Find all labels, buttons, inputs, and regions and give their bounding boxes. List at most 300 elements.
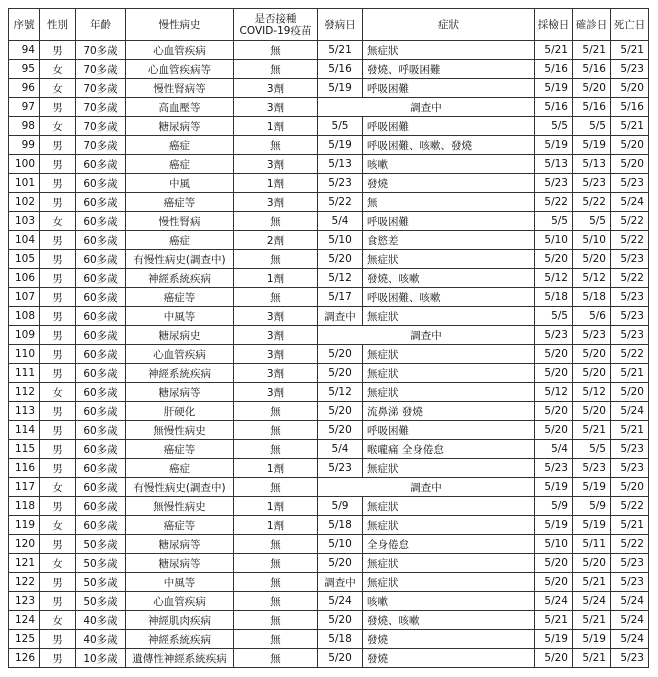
cell-test-date: 5/19: [535, 630, 573, 649]
cell-sex: 男: [40, 573, 76, 592]
header-onset: 發病日: [318, 9, 363, 41]
cell-no: 116: [9, 459, 40, 478]
cell-death-date: 5/23: [611, 573, 649, 592]
cell-confirm-date: 5/13: [573, 155, 611, 174]
cell-vaccine: 無: [234, 611, 318, 630]
cell-vaccine: 無: [234, 554, 318, 573]
header-vaccine: 是否接種COVID-19疫苗: [234, 9, 318, 41]
cell-death-date: 5/20: [611, 136, 649, 155]
cell-symptom: 無症狀: [363, 573, 535, 592]
cell-no: 108: [9, 307, 40, 326]
cell-symptom: 流鼻涕 發燒: [363, 402, 535, 421]
cell-investigating: 調查中: [318, 98, 535, 117]
cell-investigating: 調查中: [318, 326, 535, 345]
cell-history: 癌症: [126, 459, 234, 478]
cell-test-date: 5/5: [535, 212, 573, 231]
cell-symptom: 無症狀: [363, 554, 535, 573]
cell-test-date: 5/20: [535, 345, 573, 364]
cell-symptom: 無: [363, 193, 535, 212]
cell-confirm-date: 5/23: [573, 174, 611, 193]
cell-onset: 5/22: [318, 193, 363, 212]
cell-test-date: 5/20: [535, 364, 573, 383]
cell-history: 慢性腎病: [126, 212, 234, 231]
cell-onset: 調查中: [318, 573, 363, 592]
cell-symptom: 呼吸困難、咳嗽、發燒: [363, 136, 535, 155]
cell-age: 70多歲: [76, 41, 126, 60]
cell-age: 60多歲: [76, 326, 126, 345]
cell-symptom: 無症狀: [363, 307, 535, 326]
cell-symptom: 咳嗽: [363, 592, 535, 611]
cell-onset: 5/5: [318, 117, 363, 136]
cell-history: 無慢性病史: [126, 497, 234, 516]
cell-history: 糖尿病等: [126, 383, 234, 402]
cell-age: 60多歲: [76, 478, 126, 497]
table-row: [9, 535, 649, 554]
cell-history: 肝硬化: [126, 402, 234, 421]
cell-death-date: 5/24: [611, 592, 649, 611]
cell-death-date: 5/20: [611, 155, 649, 174]
cell-vaccine: 無: [234, 41, 318, 60]
header-death-date: 死亡日: [611, 9, 649, 41]
cell-symptom: 食慾差: [363, 231, 535, 250]
cell-age: 60多歲: [76, 155, 126, 174]
cell-no: 99: [9, 136, 40, 155]
cell-test-date: 5/23: [535, 459, 573, 478]
table-row: [9, 212, 649, 231]
header-confirm-date: 確診日: [573, 9, 611, 41]
cell-test-date: 5/19: [535, 136, 573, 155]
cell-age: 60多歲: [76, 307, 126, 326]
cell-age: 60多歲: [76, 174, 126, 193]
cell-test-date: 5/16: [535, 98, 573, 117]
cell-no: 109: [9, 326, 40, 345]
cell-confirm-date: 5/6: [573, 307, 611, 326]
cell-test-date: 5/24: [535, 592, 573, 611]
cell-no: 125: [9, 630, 40, 649]
cell-sex: 男: [40, 269, 76, 288]
cell-test-date: 5/16: [535, 60, 573, 79]
cell-vaccine: 3劑: [234, 326, 318, 345]
cell-confirm-date: 5/21: [573, 573, 611, 592]
cell-confirm-date: 5/18: [573, 288, 611, 307]
cell-vaccine: 無: [234, 573, 318, 592]
cell-vaccine: 無: [234, 649, 318, 668]
cell-confirm-date: 5/20: [573, 364, 611, 383]
cell-onset: 5/17: [318, 288, 363, 307]
cell-vaccine: 無: [234, 440, 318, 459]
cell-symptom: 呼吸困難: [363, 79, 535, 98]
cell-vaccine: 3劑: [234, 383, 318, 402]
cell-age: 50多歲: [76, 554, 126, 573]
cell-no: 111: [9, 364, 40, 383]
table-row: [9, 269, 649, 288]
cell-test-date: 5/20: [535, 402, 573, 421]
cell-confirm-date: 5/22: [573, 193, 611, 212]
cell-test-date: 5/20: [535, 554, 573, 573]
cell-vaccine: 3劑: [234, 345, 318, 364]
cell-age: 60多歲: [76, 516, 126, 535]
cell-test-date: 5/19: [535, 79, 573, 98]
table-row: [9, 364, 649, 383]
cell-symptom: 發燒、呼吸困難: [363, 60, 535, 79]
header-age: 年齡: [76, 9, 126, 41]
cell-vaccine: 無: [234, 421, 318, 440]
cell-history: 癌症: [126, 231, 234, 250]
cell-age: 60多歲: [76, 269, 126, 288]
cell-history: 心血管疾病: [126, 41, 234, 60]
cell-no: 120: [9, 535, 40, 554]
cell-confirm-date: 5/20: [573, 554, 611, 573]
cell-no: 96: [9, 79, 40, 98]
cell-age: 60多歲: [76, 364, 126, 383]
cell-death-date: 5/22: [611, 212, 649, 231]
cell-history: 癌症等: [126, 193, 234, 212]
cell-death-date: 5/21: [611, 364, 649, 383]
cell-death-date: 5/22: [611, 269, 649, 288]
cell-symptom: 呼吸困難: [363, 421, 535, 440]
cell-no: 103: [9, 212, 40, 231]
cell-history: 糖尿病等: [126, 535, 234, 554]
cell-symptom: 呼吸困難、咳嗽: [363, 288, 535, 307]
cell-vaccine: 1劑: [234, 497, 318, 516]
cell-no: 114: [9, 421, 40, 440]
cell-age: 60多歲: [76, 193, 126, 212]
cell-sex: 男: [40, 421, 76, 440]
cell-onset: 5/19: [318, 79, 363, 98]
cell-history: 中風等: [126, 573, 234, 592]
table-row: [9, 231, 649, 250]
cell-confirm-date: 5/23: [573, 326, 611, 345]
cell-symptom: 全身倦怠: [363, 535, 535, 554]
cell-age: 60多歲: [76, 459, 126, 478]
cell-vaccine: 無: [234, 212, 318, 231]
cell-vaccine: 1劑: [234, 516, 318, 535]
table-row: [9, 649, 649, 668]
table-row: [9, 554, 649, 573]
cell-age: 60多歲: [76, 440, 126, 459]
table-row: [9, 136, 649, 155]
cell-confirm-date: 5/19: [573, 630, 611, 649]
cell-confirm-date: 5/21: [573, 649, 611, 668]
cell-symptom: 發燒、咳嗽: [363, 269, 535, 288]
cell-test-date: 5/4: [535, 440, 573, 459]
cell-history: 心血管疾病: [126, 592, 234, 611]
cell-confirm-date: 5/20: [573, 250, 611, 269]
cell-confirm-date: 5/23: [573, 459, 611, 478]
cell-sex: 男: [40, 307, 76, 326]
cell-age: 60多歲: [76, 288, 126, 307]
cell-history: 有慢性病史(調查中): [126, 478, 234, 497]
cell-age: 40多歲: [76, 630, 126, 649]
cell-death-date: 5/24: [611, 630, 649, 649]
table-header: [9, 9, 649, 41]
cell-death-date: 5/24: [611, 611, 649, 630]
cell-no: 95: [9, 60, 40, 79]
cell-sex: 男: [40, 250, 76, 269]
table-row: [9, 326, 649, 345]
cell-onset: 5/24: [318, 592, 363, 611]
cell-onset: 5/12: [318, 383, 363, 402]
cell-history: 癌症等: [126, 288, 234, 307]
cell-sex: 男: [40, 497, 76, 516]
cell-symptom: 無症狀: [363, 459, 535, 478]
cell-test-date: 5/23: [535, 174, 573, 193]
cell-death-date: 5/23: [611, 60, 649, 79]
cell-age: 60多歲: [76, 383, 126, 402]
cell-sex: 男: [40, 231, 76, 250]
cell-onset: 5/20: [318, 649, 363, 668]
table-body: [9, 41, 649, 668]
cell-history: 癌症等: [126, 516, 234, 535]
cell-symptom: 無症狀: [363, 383, 535, 402]
cell-confirm-date: 5/16: [573, 98, 611, 117]
cell-confirm-date: 5/19: [573, 516, 611, 535]
cell-no: 121: [9, 554, 40, 573]
cell-age: 60多歲: [76, 402, 126, 421]
cell-onset: 5/18: [318, 630, 363, 649]
cell-onset: 5/20: [318, 250, 363, 269]
cell-test-date: 5/9: [535, 497, 573, 516]
cell-symptom: 發燒、咳嗽: [363, 611, 535, 630]
cell-death-date: 5/22: [611, 345, 649, 364]
cell-death-date: 5/22: [611, 497, 649, 516]
header-sex: 性別: [40, 9, 76, 41]
cell-onset: 5/12: [318, 269, 363, 288]
cell-vaccine: 無: [234, 630, 318, 649]
cell-age: 70多歲: [76, 136, 126, 155]
cell-sex: 男: [40, 630, 76, 649]
cell-vaccine: 無: [234, 478, 318, 497]
table-row: [9, 250, 649, 269]
cell-sex: 女: [40, 516, 76, 535]
cell-history: 遺傳性神經系統疾病: [126, 649, 234, 668]
cell-age: 60多歲: [76, 212, 126, 231]
cell-vaccine: 3劑: [234, 307, 318, 326]
cell-no: 119: [9, 516, 40, 535]
cell-no: 118: [9, 497, 40, 516]
table-row: [9, 307, 649, 326]
cell-no: 102: [9, 193, 40, 212]
cell-death-date: 5/21: [611, 421, 649, 440]
cell-onset: 5/20: [318, 364, 363, 383]
cell-no: 105: [9, 250, 40, 269]
cell-sex: 女: [40, 212, 76, 231]
cell-sex: 男: [40, 592, 76, 611]
cell-no: 98: [9, 117, 40, 136]
cell-confirm-date: 5/21: [573, 611, 611, 630]
cell-test-date: 5/12: [535, 269, 573, 288]
cell-sex: 女: [40, 60, 76, 79]
cell-confirm-date: 5/21: [573, 421, 611, 440]
cell-no: 110: [9, 345, 40, 364]
cell-death-date: 5/23: [611, 440, 649, 459]
cell-symptom: 無症狀: [363, 364, 535, 383]
cell-age: 50多歲: [76, 535, 126, 554]
cell-confirm-date: 5/24: [573, 592, 611, 611]
cell-no: 124: [9, 611, 40, 630]
cell-no: 107: [9, 288, 40, 307]
table-row: [9, 592, 649, 611]
cell-symptom: 無症狀: [363, 41, 535, 60]
cell-death-date: 5/20: [611, 383, 649, 402]
cell-test-date: 5/21: [535, 611, 573, 630]
table-row: [9, 98, 649, 117]
cell-no: 97: [9, 98, 40, 117]
cell-vaccine: 1劑: [234, 174, 318, 193]
cell-no: 112: [9, 383, 40, 402]
table-row: [9, 421, 649, 440]
cell-confirm-date: 5/19: [573, 136, 611, 155]
cell-death-date: 5/23: [611, 326, 649, 345]
cell-test-date: 5/20: [535, 421, 573, 440]
header-history: 慢性病史: [126, 9, 234, 41]
cell-death-date: 5/20: [611, 478, 649, 497]
cell-test-date: 5/5: [535, 117, 573, 136]
cell-test-date: 5/5: [535, 307, 573, 326]
cell-history: 心血管疾病等: [126, 60, 234, 79]
cell-onset: 5/23: [318, 174, 363, 193]
table-row: [9, 459, 649, 478]
cell-age: 60多歲: [76, 231, 126, 250]
cell-no: 100: [9, 155, 40, 174]
cell-onset: 5/16: [318, 60, 363, 79]
cell-no: 123: [9, 592, 40, 611]
cell-death-date: 5/21: [611, 41, 649, 60]
table-row: [9, 516, 649, 535]
cell-test-date: 5/18: [535, 288, 573, 307]
cell-vaccine: 無: [234, 592, 318, 611]
cell-death-date: 5/23: [611, 459, 649, 478]
cell-sex: 男: [40, 326, 76, 345]
cell-test-date: 5/10: [535, 231, 573, 250]
cell-onset: 5/21: [318, 41, 363, 60]
cell-vaccine: 3劑: [234, 98, 318, 117]
cell-confirm-date: 5/21: [573, 41, 611, 60]
cell-age: 50多歲: [76, 573, 126, 592]
cell-onset: 5/4: [318, 440, 363, 459]
header-symptom: 症狀: [363, 9, 535, 41]
cell-sex: 男: [40, 41, 76, 60]
cell-symptom: 呼吸困難: [363, 212, 535, 231]
table-row: [9, 41, 649, 60]
table-row: [9, 478, 649, 497]
cell-sex: 男: [40, 98, 76, 117]
cell-vaccine: 無: [234, 402, 318, 421]
cell-history: 高血壓等: [126, 98, 234, 117]
cell-death-date: 5/23: [611, 307, 649, 326]
table-row: [9, 174, 649, 193]
cell-no: 104: [9, 231, 40, 250]
cell-sex: 男: [40, 364, 76, 383]
cell-history: 神經系統疾病: [126, 630, 234, 649]
cell-history: 癌症: [126, 136, 234, 155]
cell-confirm-date: 5/11: [573, 535, 611, 554]
cell-death-date: 5/16: [611, 98, 649, 117]
cell-death-date: 5/20: [611, 79, 649, 98]
cell-age: 60多歲: [76, 421, 126, 440]
cell-no: 115: [9, 440, 40, 459]
cell-test-date: 5/13: [535, 155, 573, 174]
case-table-container: [8, 8, 649, 668]
cell-history: 心血管疾病: [126, 345, 234, 364]
cell-symptom: 喉嚨痛 全身倦怠: [363, 440, 535, 459]
cell-age: 70多歲: [76, 117, 126, 136]
cell-confirm-date: 5/20: [573, 345, 611, 364]
cell-confirm-date: 5/20: [573, 79, 611, 98]
cell-confirm-date: 5/10: [573, 231, 611, 250]
cell-sex: 女: [40, 478, 76, 497]
table-row: [9, 155, 649, 174]
cell-death-date: 5/21: [611, 516, 649, 535]
cell-age: 70多歲: [76, 79, 126, 98]
cell-vaccine: 無: [234, 535, 318, 554]
cell-vaccine: 2劑: [234, 231, 318, 250]
cell-onset: 5/10: [318, 535, 363, 554]
table-row: [9, 402, 649, 421]
cell-no: 94: [9, 41, 40, 60]
cell-sex: 男: [40, 440, 76, 459]
cell-age: 70多歲: [76, 98, 126, 117]
cell-history: 糖尿病史: [126, 326, 234, 345]
cell-symptom: 無症狀: [363, 516, 535, 535]
cell-vaccine: 無: [234, 136, 318, 155]
cell-test-date: 5/23: [535, 326, 573, 345]
cell-confirm-date: 5/20: [573, 402, 611, 421]
table-row: [9, 497, 649, 516]
cell-age: 40多歲: [76, 611, 126, 630]
cell-symptom: 無症狀: [363, 250, 535, 269]
cell-sex: 女: [40, 611, 76, 630]
cell-vaccine: 1劑: [234, 269, 318, 288]
cell-vaccine: 3劑: [234, 364, 318, 383]
cell-history: 糖尿病等: [126, 554, 234, 573]
cell-no: 101: [9, 174, 40, 193]
cell-confirm-date: 5/9: [573, 497, 611, 516]
cell-age: 50多歲: [76, 592, 126, 611]
cell-no: 122: [9, 573, 40, 592]
cell-history: 神經肌肉疾病: [126, 611, 234, 630]
cell-test-date: 5/19: [535, 516, 573, 535]
cell-sex: 男: [40, 535, 76, 554]
cell-sex: 男: [40, 649, 76, 668]
cell-vaccine: 無: [234, 288, 318, 307]
cell-vaccine: 3劑: [234, 155, 318, 174]
cell-history: 中風等: [126, 307, 234, 326]
cell-test-date: 5/19: [535, 478, 573, 497]
cell-sex: 男: [40, 459, 76, 478]
cell-death-date: 5/22: [611, 535, 649, 554]
table-row: [9, 288, 649, 307]
table-row: [9, 573, 649, 592]
cell-vaccine: 1劑: [234, 459, 318, 478]
cell-death-date: 5/23: [611, 554, 649, 573]
cell-sex: 男: [40, 193, 76, 212]
cell-onset: 5/18: [318, 516, 363, 535]
cell-death-date: 5/23: [611, 250, 649, 269]
cell-death-date: 5/23: [611, 649, 649, 668]
cell-sex: 女: [40, 79, 76, 98]
cell-symptom: 咳嗽: [363, 155, 535, 174]
cell-age: 70多歲: [76, 60, 126, 79]
cell-confirm-date: 5/5: [573, 117, 611, 136]
cell-vaccine: 3劑: [234, 79, 318, 98]
cell-no: 106: [9, 269, 40, 288]
table-row: [9, 345, 649, 364]
cell-vaccine: 1劑: [234, 117, 318, 136]
cell-history: 有慢性病史(調查中): [126, 250, 234, 269]
cell-vaccine: 無: [234, 250, 318, 269]
cell-sex: 女: [40, 117, 76, 136]
